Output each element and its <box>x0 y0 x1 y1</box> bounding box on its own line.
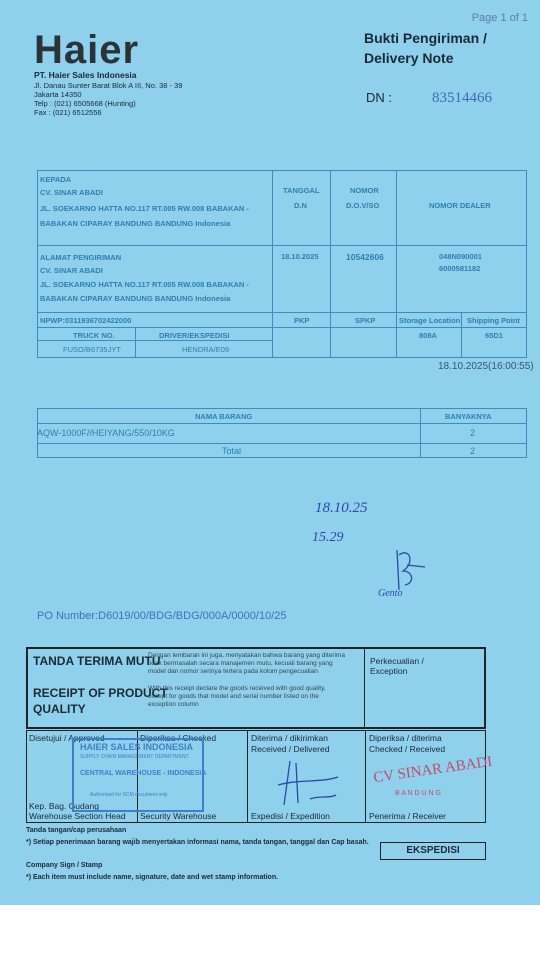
pkp-label: PKP <box>294 316 310 325</box>
receipt-title-id: TANDA TERIMA MUTU <box>33 654 161 668</box>
receipt-border <box>364 647 365 729</box>
table-border <box>37 357 527 358</box>
table-border <box>37 327 527 328</box>
truck-value: FUSO/B6735JYT <box>63 345 121 354</box>
table-border <box>37 423 527 424</box>
receipt-text-en: exception column <box>148 701 199 708</box>
receipt-text-en: except for goods that model and serial number listed on the <box>148 693 319 700</box>
sign-border <box>247 730 248 822</box>
table-border <box>37 312 527 313</box>
delivered-label: Received / Delivered <box>251 744 330 754</box>
print-timestamp: 18.10.2025(16:00:55) <box>438 361 534 372</box>
table-border <box>37 170 38 357</box>
company-phone: Telp : (021) 6505668 (Hunting) <box>34 99 136 108</box>
kepada-name: CV. SINAR ABADI <box>40 188 103 197</box>
table-border <box>396 170 397 357</box>
sign-border <box>26 730 486 731</box>
receipt-border <box>26 647 486 649</box>
receipt-border <box>26 727 486 729</box>
received-label: Diperiksa / diterima <box>369 733 442 743</box>
receipt-text-id: model dan nomor serinya tertera pada kolom pengecualian <box>148 668 318 675</box>
receipt-text-id: Dengan lembaran ini juga, menyatakan bahwa barang yang diterima <box>148 652 345 659</box>
spkp-label: SPKP <box>355 316 376 325</box>
table-border <box>37 340 272 341</box>
alamat-address: JL. SOEKARNO HATTA NO.117 RT.005 RW.008 BABAKAN - <box>40 280 249 289</box>
checked-label: Diperiksa / Checked <box>140 733 217 743</box>
table-border <box>37 443 527 444</box>
alamat-label: ALAMAT PENGIRIMAN <box>40 253 122 262</box>
table-border <box>37 170 527 171</box>
table-border <box>526 408 527 457</box>
kepada-address: JL. SOEKARNO HATTA NO.117 RT.005 RW.008 BABAKAN - <box>40 204 249 213</box>
company-fax: Fax : (021) 6512556 <box>34 108 102 117</box>
receipt-title-en: RECEIPT OF PRODUCT <box>33 686 168 700</box>
company-address-line: Jl. Danau Sunter Barat Blok A III, No. 38 - 39 <box>34 81 183 90</box>
driver-value: HENDRA/E09 <box>182 345 230 354</box>
shipping-point-value: 65D1 <box>485 331 503 340</box>
stamp-text: SUPPLY CHAIN MANAGEMENT DEPARTMENT <box>80 754 189 760</box>
section-head-label: Kep. Bag. Gudang <box>29 801 99 811</box>
npwp: NPWP:0311936702422000 <box>40 316 132 325</box>
tanggal-sub: D.N <box>294 201 307 210</box>
exception-label: Perkecualian / <box>370 656 424 666</box>
section-head-label: Warehouse Section Head <box>29 811 126 821</box>
dealer-value: 048N090001 <box>439 252 482 261</box>
stamp-text: CENTRAL WAREHOUSE - INDONESIA <box>80 770 207 777</box>
exception-label: Exception <box>370 666 408 676</box>
table-border <box>526 170 527 357</box>
handwritten-date: 18.10.25 <box>315 500 368 516</box>
company-name: PT. Haier Sales Indonesia <box>34 70 137 80</box>
page-number: Page 1 of 1 <box>471 12 528 24</box>
tanggal-header: TANGGAL <box>283 186 320 195</box>
driver-label: DRIVER/EKSPEDISI <box>159 331 230 340</box>
receipt-text-en: With this receipt declare the goods received with good quality, <box>148 685 326 692</box>
stamp-text: HAIER SALES INDONESIA <box>80 742 194 752</box>
table-border <box>420 408 421 457</box>
handwritten-name: Gento <box>378 588 403 599</box>
total-label: Total <box>222 446 242 456</box>
col-banyaknya: BANYAKNYA <box>445 412 492 421</box>
footer-note: *) Setiap penerimaan barang wajib menyertakan informasi nama, tanda tangan, tanggal dan Cap basah. <box>26 839 369 846</box>
table-border <box>272 170 273 357</box>
table-border <box>37 408 527 409</box>
po-number: PO Number:D6019/00/BDG/BDG/000A/0000/10/25 <box>37 610 287 622</box>
col-nama-barang: NAMA BARANG <box>195 412 253 421</box>
haier-logo: Haier <box>34 28 140 72</box>
dealer-header: NOMOR DEALER <box>429 201 491 210</box>
table-border <box>135 327 136 357</box>
nomor-header: NOMOR <box>350 186 379 195</box>
company-address-line: Jakarta 14350 <box>34 90 82 99</box>
receiver-stamp-city: B A N D U N G <box>395 790 441 797</box>
delivered-label: Diterima / dikirimkan <box>251 733 328 743</box>
expedition-signature <box>270 755 350 810</box>
footer-note: *) Each item must include name, signature, date and wet stamp information. <box>26 874 279 881</box>
sign-border <box>365 730 366 822</box>
doc-title-en: Delivery Note <box>364 50 454 66</box>
nomor-sub: D.O.V/SO <box>346 201 380 210</box>
expedition-label: Expedisi / Expedition <box>251 811 330 821</box>
receipt-border <box>26 647 28 729</box>
footer-note: Tanda tangan/cap perusahaan <box>26 827 127 834</box>
receiver-stamp: CV SINAR ABADI <box>372 753 494 787</box>
dn-number: 83514466 <box>432 90 492 106</box>
security-label: Security Warehouse <box>140 811 217 821</box>
item-qty: 2 <box>470 428 476 438</box>
approved-label: Disetujui / Approved <box>29 733 105 743</box>
receipt-text-id: tidak bermasalah secara manajemen mutu, kecuali barang yang <box>148 660 333 667</box>
stamp-text: Authorized for SCM document only <box>90 792 168 798</box>
table-border <box>37 245 527 246</box>
receipt-title-en: QUALITY <box>33 702 86 716</box>
nomor-value: 10542606 <box>346 252 384 262</box>
item-name: AQW-1000F//HEIYANG/550/10KG <box>37 428 175 438</box>
receiver-label: Penerima / Receiver <box>369 811 447 821</box>
sign-border <box>485 730 486 822</box>
alamat-name: CV. SINAR ABADI <box>40 266 103 275</box>
alamat-address: BABAKAN CIPARAY BANDUNG BANDUNG Indonesia <box>40 294 231 303</box>
truck-label: TRUCK NO. <box>73 331 115 340</box>
table-border <box>461 312 462 357</box>
kepada-address: BABAKAN CIPARAY BANDUNG BANDUNG Indonesia <box>40 219 231 228</box>
table-border <box>37 457 527 458</box>
ekspedisi-box: EKSPEDISI <box>380 842 486 860</box>
total-value: 2 <box>470 446 476 456</box>
kepada-label: KEPADA <box>40 175 72 184</box>
tanggal-value: 18.10.2025 <box>281 252 319 261</box>
shipping-point-label: Shipping Point <box>467 316 520 325</box>
sign-border <box>26 730 27 822</box>
footer-note: Company Sign / Stamp <box>26 862 103 869</box>
doc-title-id: Bukti Pengiriman / <box>364 30 487 46</box>
dealer-value: 6000581182 <box>439 264 481 273</box>
table-border <box>330 170 331 357</box>
sign-border <box>26 822 486 823</box>
storage-location-label: Storage Location <box>399 316 461 325</box>
dn-label: DN : <box>366 90 392 105</box>
handwritten-time: 15.29 <box>312 530 344 545</box>
warehouse-stamp <box>72 738 207 812</box>
receipt-border <box>484 647 486 729</box>
storage-location-value: 808A <box>419 331 437 340</box>
received-label: Checked / Received <box>369 744 446 754</box>
